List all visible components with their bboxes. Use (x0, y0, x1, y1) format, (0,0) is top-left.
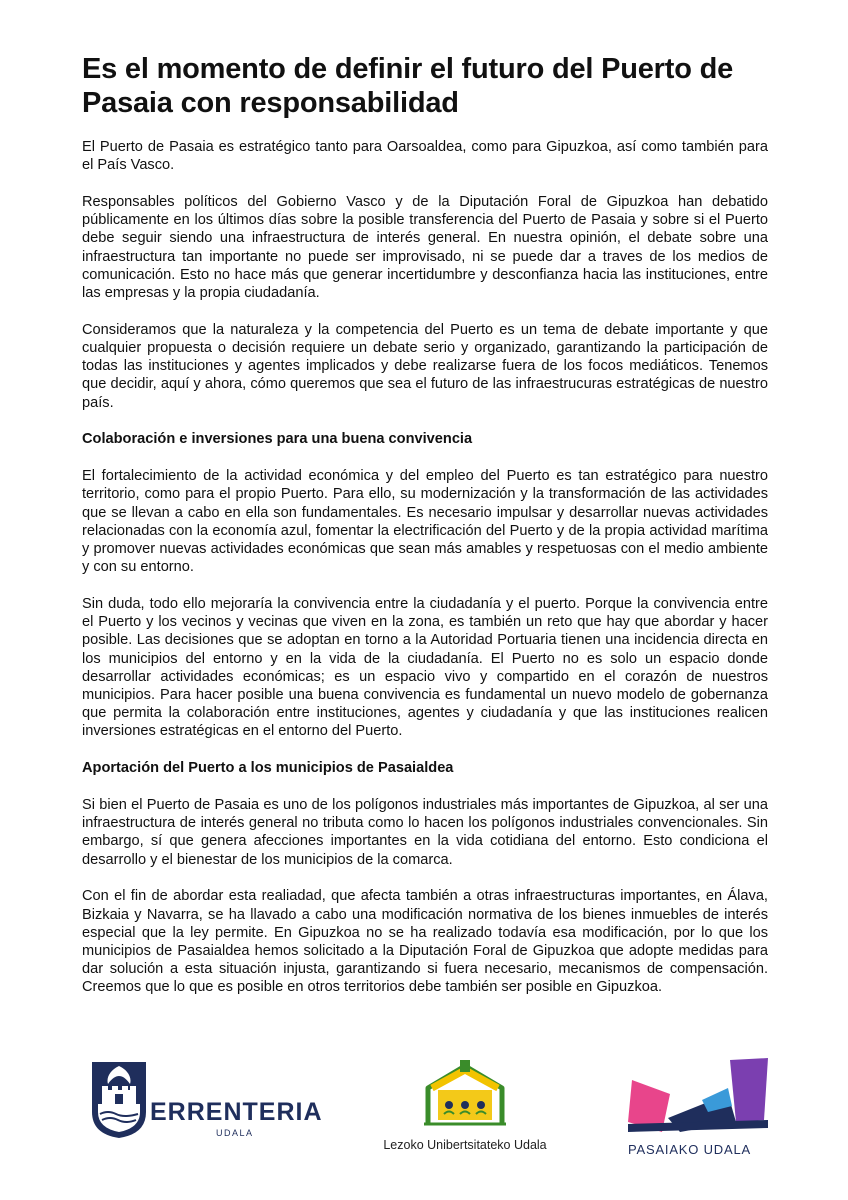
document-body (82, 138, 768, 1015)
pasaia-logo (628, 1058, 768, 1157)
lezo-logo (372, 1058, 558, 1152)
paragraph: El fortalecimiento de la actividad económica y del empleo del Puerto es tan estratégico para nuestro territorio, como para el propio Puerto. Para ello, su modernización y la transformación de las actividades que se llevan a cabo en ella son fundamentales. Es necesario impulsar y desarrollar nuevas actividades relacionadas con la economía azul, fomentar la electrificación del Puerto y de la propia actividad marítima y promover nuevas actividades económicas que sean más amables y respetuosas con el medio ambiente y con su entorno. (82, 468, 768, 576)
pasaia-shapes-icon (628, 1058, 768, 1138)
paragraph: Consideramos que la naturaleza y la competencia del Puerto es un tema de debate importante y que cualquier propuesta o decisión requiere un debate serio y organizado, garantizando la participación de todas las instituciones y agentes implicados y debe realizarse fuera de los focos mediáticos. Tenemos que decidir, aquí y ahora, cómo queremos que sea el futuro de las infraestrucuras estratégicas de nuestro país. (82, 321, 768, 411)
lezo-name: Lezoko Unibertsitateko Udala (383, 1138, 547, 1152)
section-heading: Colaboración e inversiones para una buena convivencia (82, 431, 473, 448)
document-title: Es el momento de definir el futuro del Puerto de Pasaia con responsabilidad (82, 53, 734, 119)
paragraph: Sin duda, todo ello mejoraría la convivencia entre la ciudadanía y el puerto. Porque la convivencia entre el Puerto y los vecinos y vecinas que viven en la zona, es también un reto que hay que abordar y hacer posible. Las decisiones que se adoptan en torno a la Autoridad Portuaria tienen una incidencia directa en los municipios del entorno y en la vida de la ciudadanía. El Puerto no es solo un espacio donde desarrollar actividades económicas; es un espacio vivo y compartido en el corazón de nuestros municipios. Para hacer posible una buena convivencia es fundamental un nuevo modelo de gobernanza que permita la colaboración entre instituciones, agentes y ciudadanía y que las instituciones realicen inversiones estratégicas en el entorno del Puerto. (82, 596, 768, 740)
section-heading: Aportación del Puerto a los municipios de Pasaialdea (82, 760, 454, 777)
paragraph: Si bien el Puerto de Pasaia es uno de los polígonos industriales más importantes de Gipuzkoa, al ser una infraestructura de interés general no tributa como lo hacen los polígonos industriales convencionales. Sin embargo, sí que genera afecciones importantes en la vida cotidiana del entorno. Esto condiciona el desarrollo y el bienestar de los municipios de la comarca. (82, 797, 768, 868)
paragraph: Responsables políticos del Gobierno Vasco y de la Diputación Foral de Gipuzkoa han debatido públicamente en los últimos días sobre la posible transferencia del Puerto de Pasaia y sobre si el Puerto debe seguir siendo una infraestructura de interés general. En nuestra opinión, el debate sobre una infraestructura tan importante no puede ser improvisado, ni se puede dar a traves de los medios de comunicación. Esto no hace más que generar incertidumbre y desconfianza hacia las instituciones, entre las empresas y la propia ciudadanía. (82, 194, 768, 302)
lezo-building-icon (372, 1058, 558, 1136)
errenteria-shield-icon (90, 1060, 148, 1140)
paragraph: El Puerto de Pasaia es estratégico tanto para Oarsoaldea, como para Gipuzkoa, así como también para el País Vasco. (82, 139, 768, 174)
paragraph: Con el fin de abordar esta realiadad, que afecta también a otras infraestructuras importantes, en Álava, Bizkaia y Navarra, se ha llavado a cabo una modificación normativa de los bienes inmuebles de interés especial que la ley permite. En Gipuzkoa no se ha realizado todavía esa modificación, por lo que los municipios de Pasaialdea hemos solicitado a la Diputación Foral de Gipuzkoa que adopte medidas para dar solución a esta situación injusta, garantizando si fuera necesario, mecanismos de compensación. Creemos que lo que es posible en otros territorios debe también ser posible en Gipuzkoa. (82, 888, 768, 996)
errenteria-sub: UDALA (216, 1128, 254, 1138)
errenteria-logo (90, 1060, 323, 1140)
errenteria-name: ERRENTERIA (150, 1098, 323, 1126)
logo-footer (0, 1050, 848, 1200)
pasaia-name: PASAIAKO UDALA (628, 1142, 751, 1157)
